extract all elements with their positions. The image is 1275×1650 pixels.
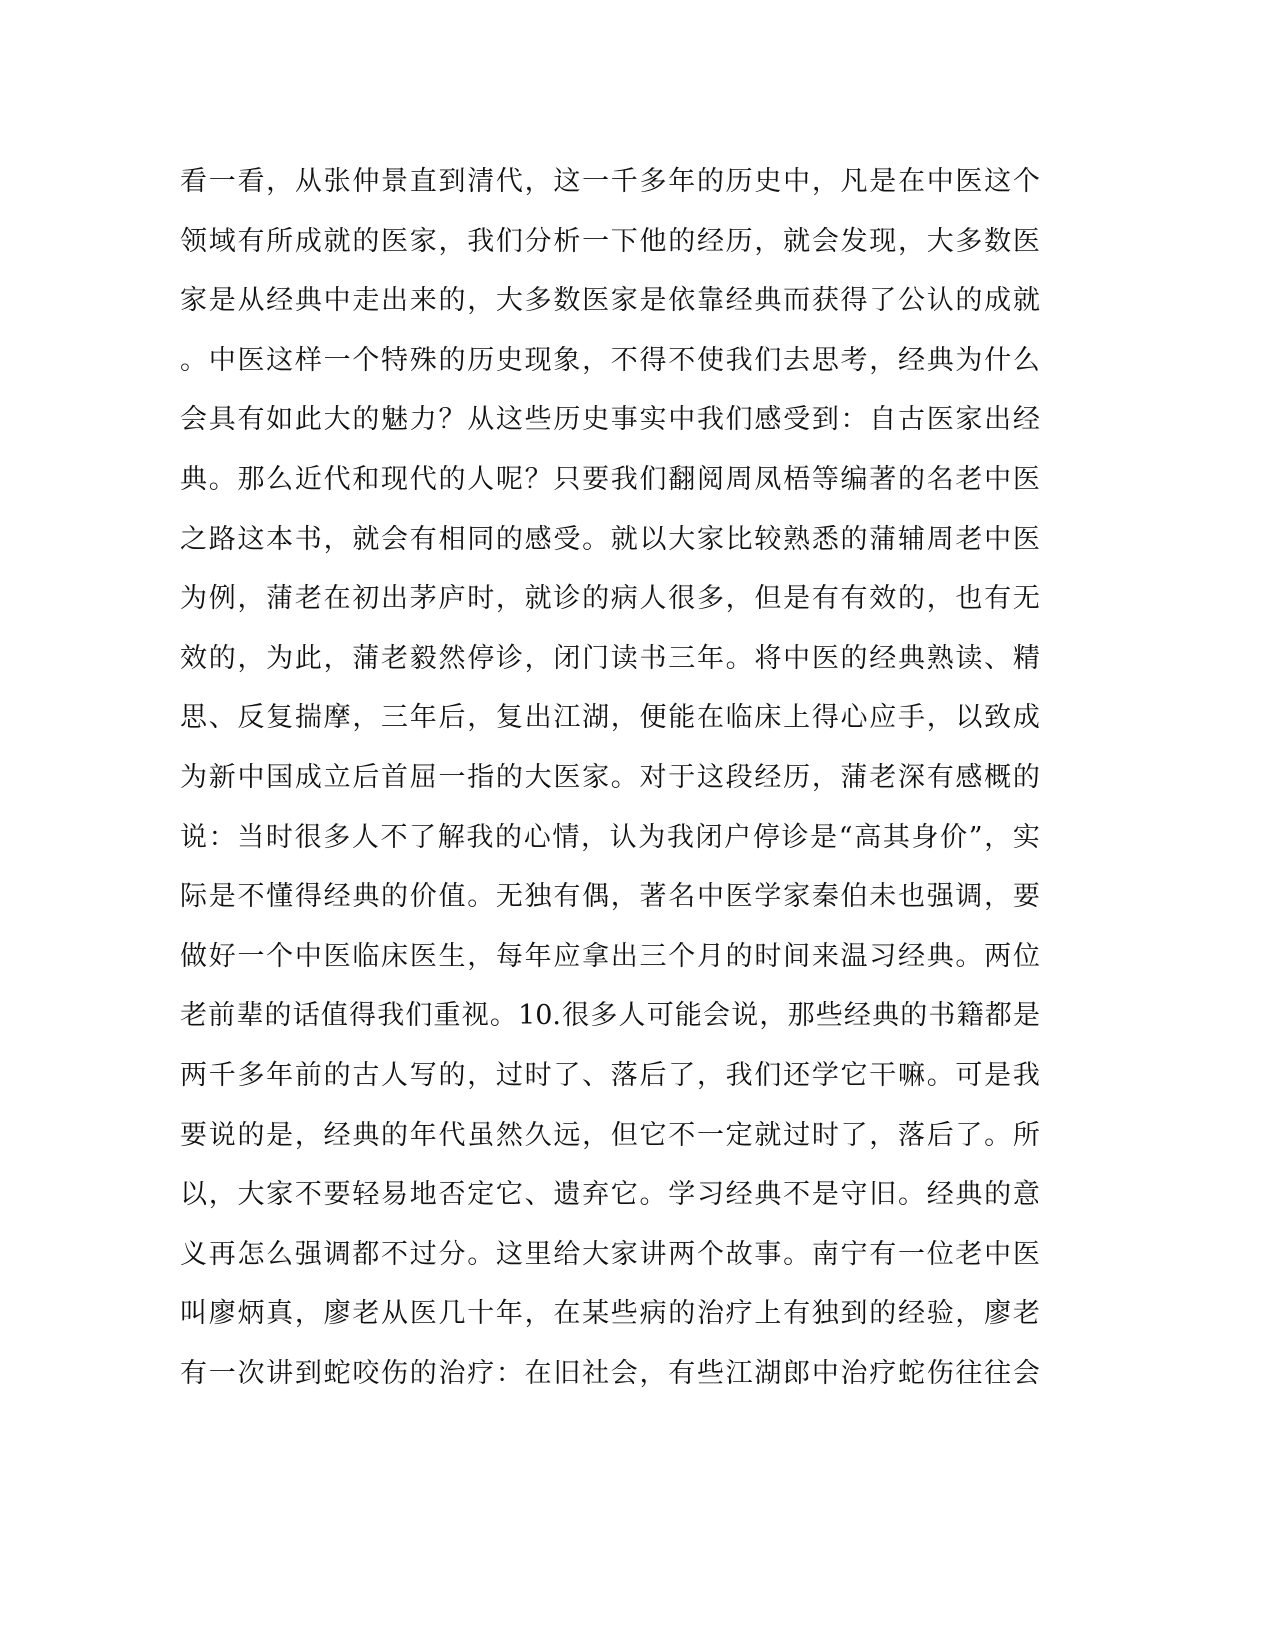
text-line: 叫 廖 炳 真 ， 廖 老 从 医 几 十 年 ， 在 某 些 病 的 治 疗 上 有 独 到 的 经 验 ， 廖 老 [180,1298,1040,1330]
text-line: 家 是 从 经 典 中 走 出 来 的 ， 大 多 数 医 家 是 依 靠 经 典 而 获 得 了 公 认 的 成 就 [180,285,1040,317]
text-line: 思 、 反 复 揣 摩 ， 三 年 后 ， 复 出 江 湖 ， 便 能 在 临 床 上 得 心 应 手 ， 以 致 成 [180,702,1040,734]
text-line: 为 新 中 国 成 立 后 首 屈 一 指 的 大 医 家 。 对 于 这 段 经 历 ， 蒲 老 深 有 感 概 的 [180,761,1040,793]
text-line: 效 的 ， 为 此 ， 蒲 老 毅 然 停 诊 ， 闭 门 读 书 三 年 。 将 中 医 的 经 典 熟 读 、 精 [180,642,1040,674]
text-line: 看 一 看 ， 从 张 仲 景 直 到 清 代 ， 这 一 千 多 年 的 历 史 中 ， 凡 是 在 中 医 这 个 [180,166,1040,197]
text-line: 。 中 医 这 样 一 个 特 殊 的 历 史 现 象 ， 不 得 不 使 我 们 去 思 考 ， 经 典 为 什 么 [180,344,1040,376]
text-line: 际 是 不 懂 得 经 典 的 价 值 。 无 独 有 偶 ， 著 名 中 医 学 家 秦 伯 未 也 强 调 ， 要 [180,881,1040,913]
text-line: 要 说 的 是 ， 经 典 的 年 代 虽 然 久 远 ， 但 它 不 一 定 就 过 时 了 ， 落 后 了 。 所 [180,1119,1040,1151]
text-line: 有 一 次 讲 到 蛇 咬 伤 的 治 疗 ： 在 旧 社 会 ， 有 些 江 湖 郎 中 治 疗 蛇 伤 往 往 会 [180,1357,1040,1389]
body-text [180,156,1040,1407]
text-line: 义 再 怎 么 强 调 都 不 过 分 。 这 里 给 大 家 讲 两 个 故 事 。 南 宁 有 一 位 老 中 医 [180,1238,1040,1270]
text-line: 之 路 这 本 书 ， 就 会 有 相 同 的 感 受 。 就 以 大 家 比 较 熟 悉 的 蒲 辅 周 老 中 医 [180,523,1040,555]
text-line: 说 ： 当 时 很 多 人 不 了 解 我 的 心 情 ， 认 为 我 闭 户 停 诊 是 “ 高 其 身 价 ” ， 实 [180,821,1040,853]
text-line: 做 好 一 个 中 医 临 床 医 生 ， 每 年 应 拿 出 三 个 月 的 时 间 来 温 习 经 典 。 两 位 [180,940,1040,972]
text-line: 会 具 有 如 此 大 的 魅 力 ？ 从 这 些 历 史 事 实 中 我 们 感 受 到 ： 自 古 医 家 出 经 [180,404,1040,436]
text-line: 以 ， 大 家 不 要 轻 易 地 否 定 它 、 遗 弃 它 。 学 习 经 典 不 是 守 旧 。 经 典 的 意 [180,1179,1040,1211]
text-line: 为 例 ， 蒲 老 在 初 出 茅 庐 时 ， 就 诊 的 病 人 很 多 ， 但 是 有 有 效 的 ， 也 有 无 [180,583,1040,615]
text-line: 领 域 有 所 成 就 的 医 家 ， 我 们 分 析 一 下 他 的 经 历 ， 就 会 发 现 ， 大 多 数 医 [180,225,1040,257]
text-line: 两 千 多 年 前 的 古 人 写 的 ， 过 时 了 、 落 后 了 ， 我 们 还 学 它 干 嘛 。 可 是 我 [180,1059,1040,1091]
text-line: 老 前 辈 的 话 值 得 我 们 重 视 。 10. 很 多 人 可 能 会 说 ， 那 些 经 典 的 书 籍 都 是 [180,1000,1040,1032]
text-line: 典 。 那 么 近 代 和 现 代 的 人 呢 ？ 只 要 我 们 翻 阅 周 凤 梧 等 编 著 的 名 老 中 医 [180,463,1040,495]
